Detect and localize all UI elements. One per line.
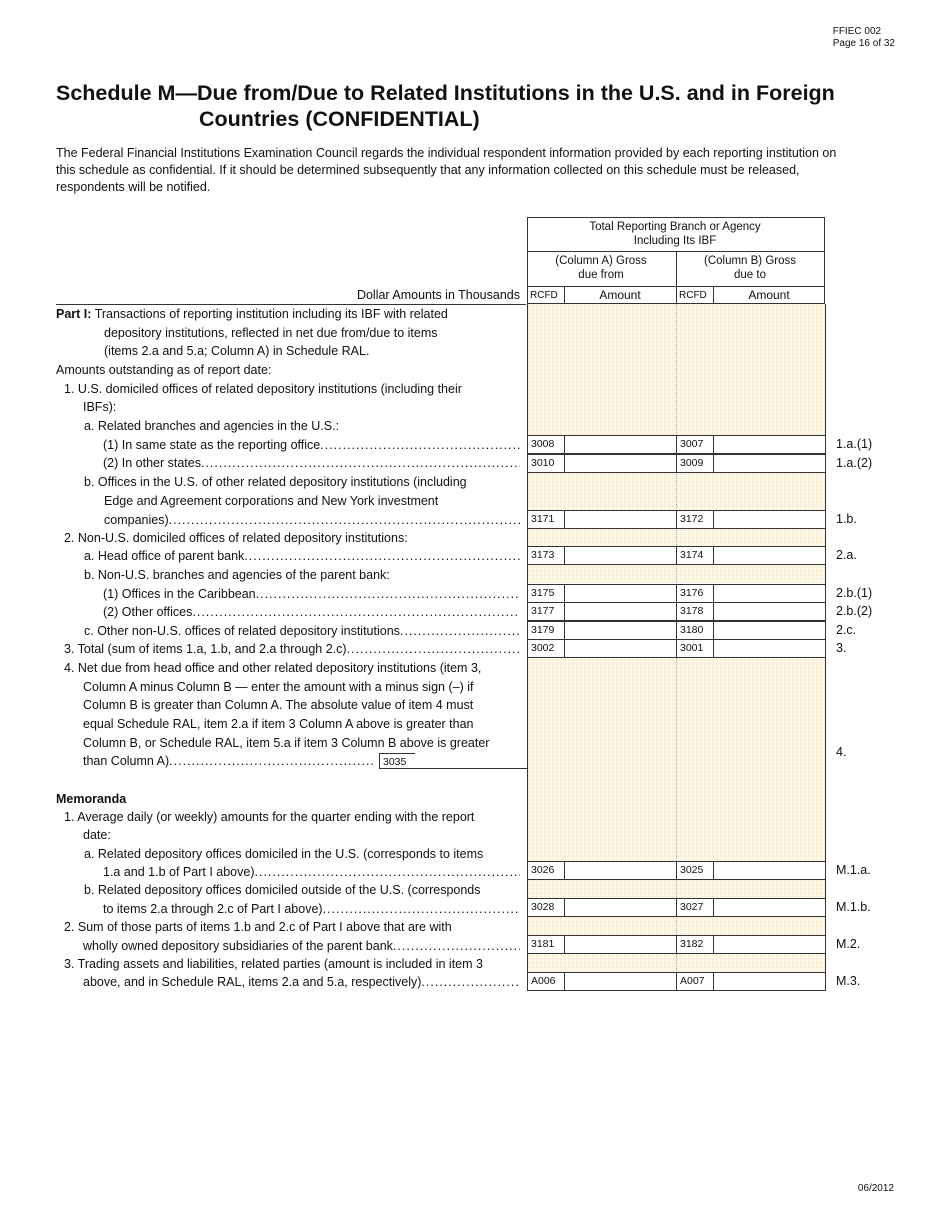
item-reference-label: 1.a.(2) [836,456,873,470]
memo-1a-label: 1.a and 1.b of Part I above) ..... [103,863,520,881]
header-column-a: (Column A) Gross due from [555,255,647,281]
memo-2-label: wholly owned depository subsidiaries of the parent bank ..... [83,937,520,955]
memo-1b-label: to items 2.a through 2.c of Part I above) ..... [103,900,520,918]
item-reference [826,974,896,988]
part1-line: (items 2.a and 5.a; Column A) in Schedule RAL. [104,344,370,358]
rcfd-code-b: 3007 [676,435,714,454]
item-reference [826,863,896,877]
item-4-code: 3035 [379,753,416,769]
rcfd-code-b: A007 [676,972,714,991]
rcfd-code-b: 3001 [676,639,714,658]
item-1a2-label: (2) In other states ..... [103,454,520,472]
item-1a1-label: (1) In same state as the reporting office ..... [103,436,520,454]
item-2b-head: b. Non-U.S. branches and agencies of the parent bank: [84,568,390,582]
memo-1b-line: b. Related depository offices domiciled outside of the U.S. (corresponds [84,883,481,897]
rcfd-code-a: 3002 [527,639,565,658]
item-reference [826,437,896,451]
amount-input-a[interactable] [564,584,677,603]
rcfd-b-label: RCFD [679,290,707,301]
amount-input-a[interactable] [564,454,677,473]
item-reference-label: 2.b.(1) [836,586,873,600]
rcfd-code-a: 3010 [527,454,565,473]
item-1a-head: a. Related branches and agencies in the U.S.: [84,419,340,433]
part1-line: depository institutions, reflected in net due from/due to items [104,326,438,340]
memoranda-heading: Memoranda [56,792,127,806]
item-reference [826,745,896,759]
item-1-line: IBFs): [83,400,117,414]
memo-3-label: above, and in Schedule RAL, items 2.a and 5.a, respectively) ..... [83,973,520,991]
page-number: Page 16 of 32 [832,38,895,49]
form-header [833,26,895,50]
rcfd-code-a: 3181 [527,935,565,954]
memo-1-line: 1. Average daily (or weekly) amounts for the quarter ending with the report [64,810,475,824]
memo-1a-line: a. Related depository offices domiciled in the U.S. (corresponds to items [84,847,484,861]
memo-3-line: 3. Trading assets and liabilities, related parties (amount is included in item 3 [64,957,483,971]
item-reference [826,586,896,600]
amount-input-b[interactable] [713,639,826,658]
schedule-title [56,80,835,132]
rcfd-code-b: 3176 [676,584,714,603]
item-reference-label: M.1.a. [836,863,871,877]
item-4-line: Column B, or Schedule RAL, item 5.a if item 3 Column B above is greater [83,736,490,750]
rcfd-code-a: 3008 [527,435,565,454]
item-reference-label: 2.a. [836,548,857,562]
item-reference-label: 3. [836,641,847,655]
amount-input-b[interactable] [713,546,826,565]
rcfd-code-b: 3178 [676,602,714,621]
rcfd-code-b: 3172 [676,510,714,529]
item-reference [826,641,896,655]
intro-paragraph: The Federal Financial Institutions Examination Council regards the individual respondent information provided by each reporting institution on this schedule as confidential. If it should be determined subsequently that any information collected on this schedule must be released, respondents will be notified. [56,146,837,194]
form-id: FFIEC 002 [832,26,882,37]
memo-2-line: 2. Sum of those parts of items 1.b and 2.c of Part I above that are with [64,920,452,934]
rcfd-code-a: A006 [527,972,565,991]
rcfd-code-a: 3026 [527,861,565,880]
item-3-label: 3. Total (sum of items 1.a, 1.b, and 2.a through 2.c) ..... [64,640,520,658]
item-4-line: Column B is greater than Column A. The absolute value of item 4 must [83,698,474,712]
amount-a-label: Amount [599,288,641,302]
item-4-line: Column A minus Column B — enter the amount with a minus sign (–) if [83,680,474,694]
amount-input-b[interactable] [713,935,826,954]
item-4-amount-input[interactable] [415,753,527,769]
amount-input-a[interactable] [564,510,677,529]
item-4-line: equal Schedule RAL, item 2.a if item 3 Column A above is greater than [83,717,474,731]
amount-input-a[interactable] [564,602,677,621]
rcfd-code-a: 3028 [527,898,565,917]
item-reference-label: 1.b. [836,512,857,526]
item-1b-line: b. Offices in the U.S. of other related depository institutions (including [84,475,467,489]
item-reference [826,456,896,470]
memo-1-line: date: [83,828,111,842]
amount-input-b[interactable] [713,602,826,621]
amount-input-a[interactable] [564,972,677,991]
item-reference [826,512,896,526]
rcfd-code-b: 3009 [676,454,714,473]
rcfd-code-b: 3182 [676,935,714,954]
amount-input-b[interactable] [713,435,826,454]
item-2b2-label: (2) Other offices ..... [103,603,520,621]
rcfd-code-b: 3027 [676,898,714,917]
item-reference-label: M.3. [836,974,861,988]
amount-input-a[interactable] [564,435,677,454]
units-label: Dollar Amounts in Thousands [356,288,520,302]
amount-input-a[interactable] [564,621,677,640]
amount-input-b[interactable] [713,972,826,991]
amount-input-a[interactable] [564,861,677,880]
form-date: 06/2012 [857,1183,894,1194]
part1-text: Transactions of reporting institution including its IBF with related [94,307,448,321]
title-line-2: Countries (CONFIDENTIAL) [199,107,480,131]
item-reference [826,623,896,637]
amount-input-b[interactable] [713,898,826,917]
rcfd-code-b: 3180 [676,621,714,640]
header-column-b: (Column B) Gross due to [703,255,797,281]
rcfd-code-b: 3174 [676,546,714,565]
item-reference [826,900,896,914]
item-2a-label: a. Head office of parent bank ..... [84,547,520,565]
amount-input-a[interactable] [564,935,677,954]
item-reference-label: 2.c. [836,623,857,637]
item-4-line: 4. Net due from head office and other related depository institutions (item 3, [64,661,482,675]
rcfd-code-a: 3173 [527,546,565,565]
part1-line [56,305,526,323]
part1-label: Part I: [56,307,92,321]
amount-b-label: Amount [748,288,790,302]
amount-input-b[interactable] [713,621,826,640]
rcfd-code-b: 3025 [676,861,714,880]
item-2c-label: c. Other non-U.S. offices of related depository institutions ..... [84,622,520,640]
amount-input-b[interactable] [713,510,826,529]
amount-input-a[interactable] [564,546,677,565]
item-reference [826,937,896,951]
rcfd-code-a: 3171 [527,510,565,529]
rcfd-code-a: 3175 [527,584,565,603]
rcfd-code-a: 3177 [527,602,565,621]
item-reference-label: M.1.b. [836,900,871,914]
item-2b1-label: (1) Offices in the Caribbean ..... [103,585,520,603]
rcfd-code-a: 3179 [527,621,565,640]
item-1b-line: Edge and Agreement corporations and New York investment [104,494,439,508]
item-reference-label: 2.b.(2) [836,604,873,618]
amount-input-b[interactable] [713,861,826,880]
amount-input-a[interactable] [564,898,677,917]
item-reference-label: 4. [836,745,847,759]
amount-input-b[interactable] [713,454,826,473]
item-reference-label: 1.a.(1) [836,437,873,451]
item-reference [826,604,896,618]
item-1b-label: companies) ..... [104,511,520,529]
header-total-reporting: Total Reporting Branch or Agency Including Its IBF [589,221,761,247]
rcfd-a-label: RCFD [530,290,558,301]
amount-input-a[interactable] [564,639,677,658]
amounts-outstanding: Amounts outstanding as of report date: [56,363,272,377]
item-4-label: than Column A) ..... [83,752,373,770]
title-line-1: Schedule M—Due from/Due to Related Institutions in the U.S. and in Foreign [56,81,835,105]
amount-input-b[interactable] [713,584,826,603]
item-2-line: 2. Non-U.S. domiciled offices of related depository institutions: [64,531,408,545]
item-reference [826,548,896,562]
item-1-line: 1. U.S. domiciled offices of related depository institutions (including their [64,382,462,396]
item-reference-label: M.2. [836,937,861,951]
